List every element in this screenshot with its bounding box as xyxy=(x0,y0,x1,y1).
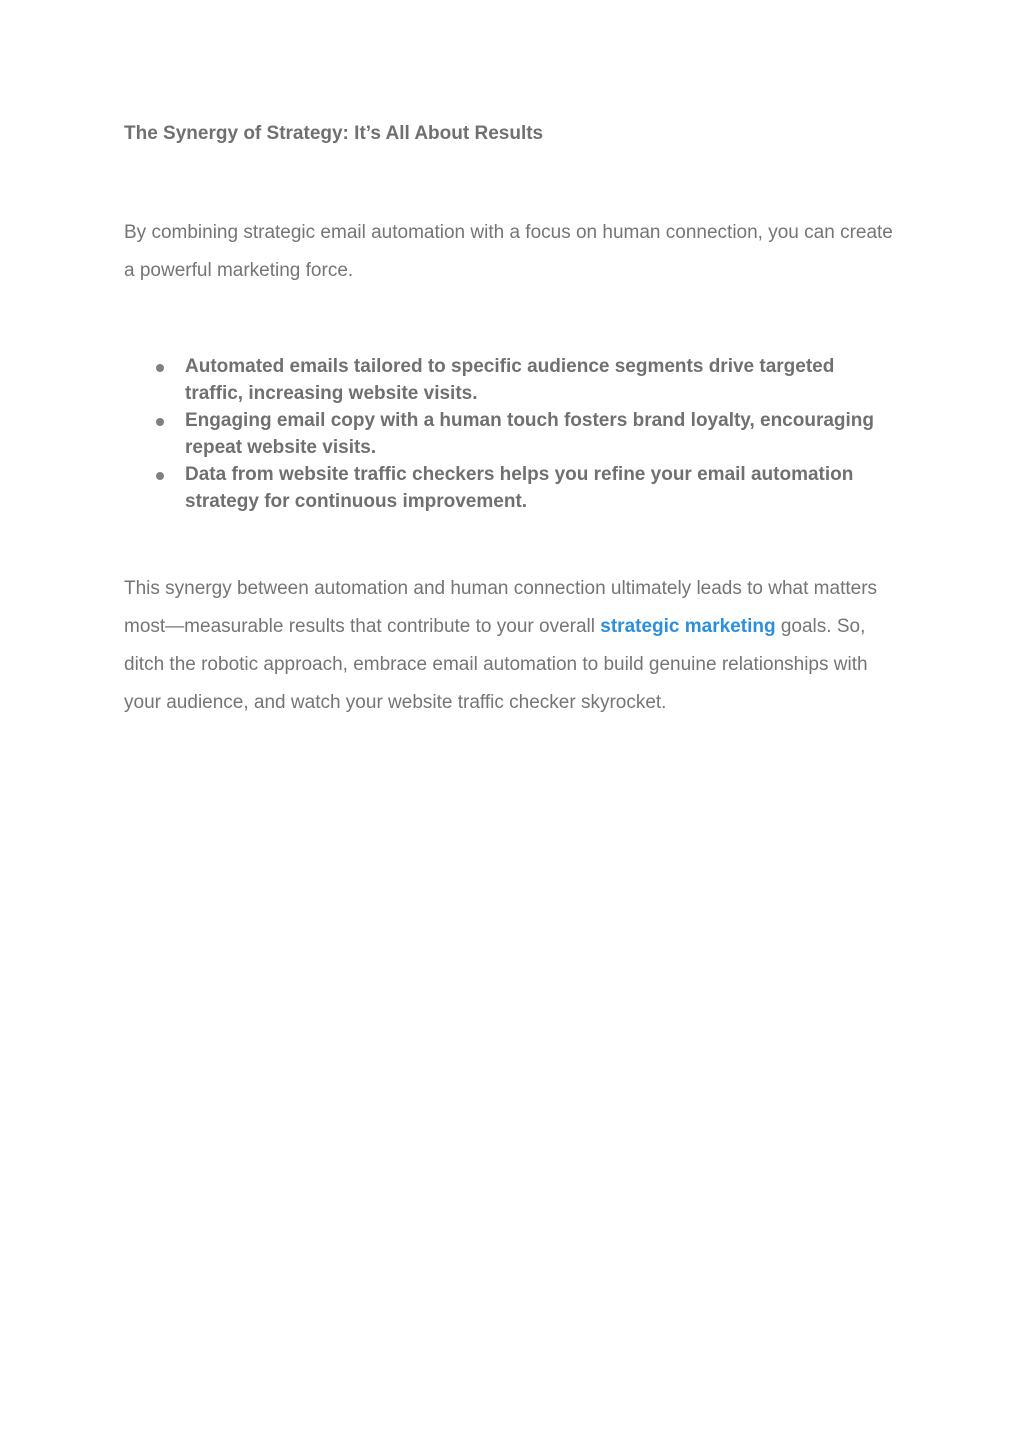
list-item-text: Engaging email copy with a human touch fosters brand loyalty, encouraging repeat website visits. xyxy=(185,410,875,458)
bullet-icon xyxy=(156,418,164,426)
closing-paragraph xyxy=(124,570,894,722)
list-item xyxy=(124,353,894,407)
list-item xyxy=(124,461,894,515)
section-heading: The Synergy of Strategy: It’s All About Results xyxy=(124,123,544,144)
benefits-list xyxy=(124,353,894,515)
intro-paragraph: By combining strategic email automation with a focus on human connection, you can create a powerful marketing force. xyxy=(124,222,893,281)
bullet-icon xyxy=(156,472,164,480)
closing-text-after-link: goals. So, ditch the robotic approach, embrace email automation to build genuine relationships with your audience, and watch your website traffic checker skyrocket. xyxy=(124,616,868,713)
list-item-text: Automated emails tailored to specific audience segments drive targeted traffic, increasing website visits. xyxy=(185,356,835,404)
bullet-icon xyxy=(156,364,164,372)
closing-text-before-link: This synergy between automation and human connection ultimately leads to what matters most—measurable results that contribute to your overall xyxy=(124,578,878,637)
strategic-marketing-link[interactable]: strategic marketing xyxy=(600,616,776,637)
list-item-text: Data from website traffic checkers helps you refine your email automation strategy for continuous improvement. xyxy=(185,464,854,512)
list-item xyxy=(124,407,894,461)
